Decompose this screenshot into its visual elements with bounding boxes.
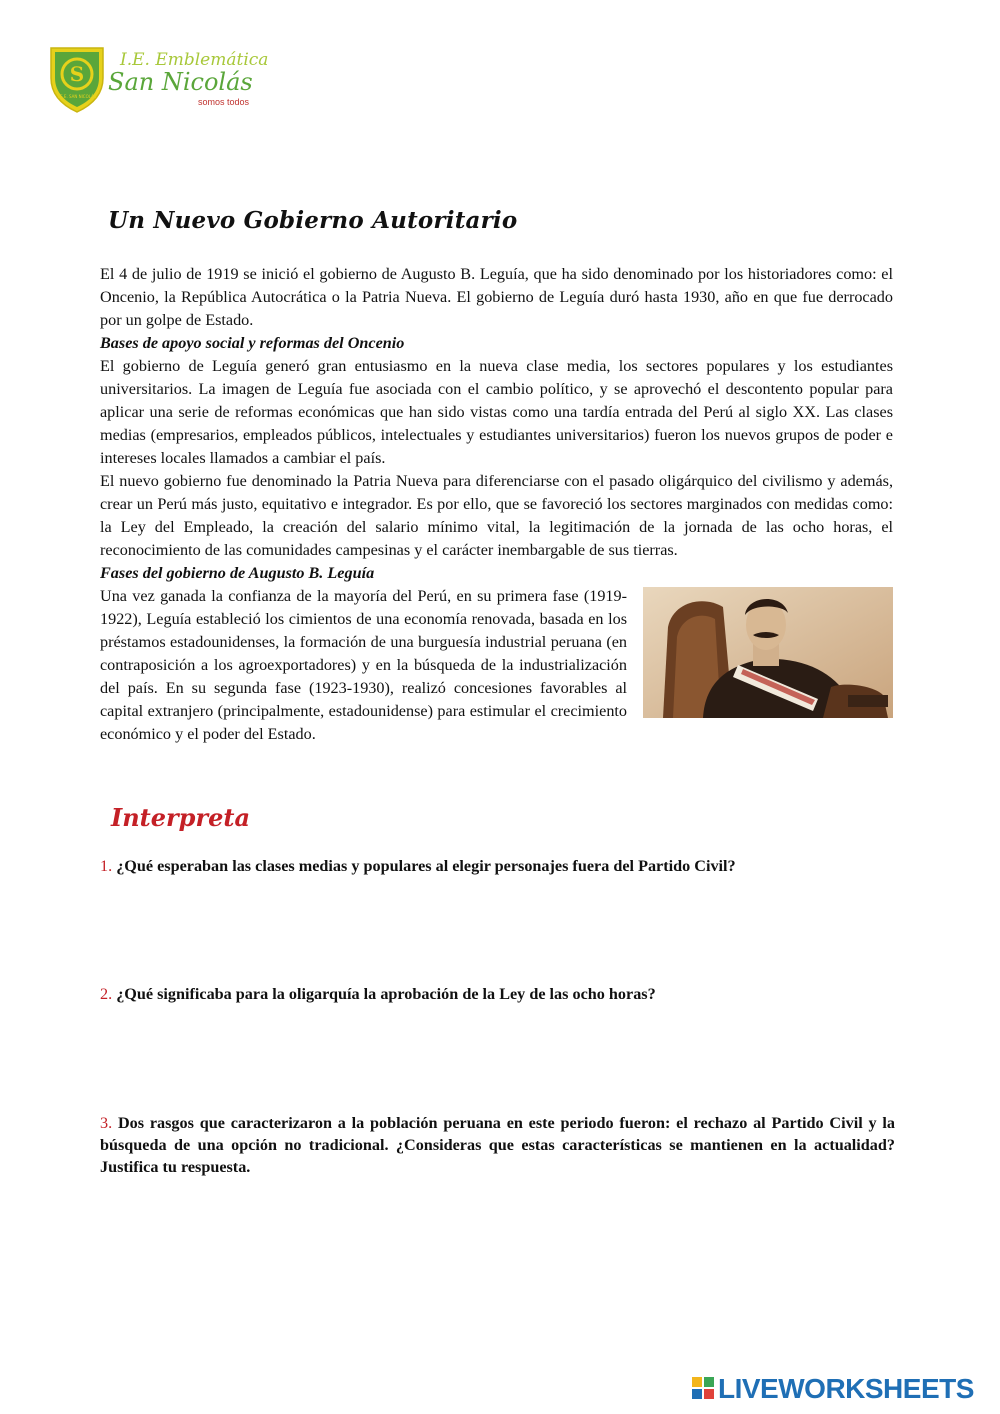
paragraph-fases: Una vez ganada la confianza de la mayoría del Perú, en su primera fase (1919-1922), Leguía estableció los cimientos de una economía renovada, basada en los préstamos estadounidenses, la formación de una burguesía industrial peruana (en contraposición a los agroexportadores) y en la búsqueda de la industrialización del país. En su segunda fase (1923-1930), realizó concesiones favorables al capital extranjero (principalmente, estadounidense) para estimular el crecimiento económico y el poder del Estado. <box>100 587 627 743</box>
interpreta-heading: Interpreta <box>111 803 251 832</box>
question-3 <box>100 1112 895 1178</box>
question-text: ¿Qué esperaban las clases medias y populares al elegir personajes fuera del Partido Civil? <box>116 857 736 875</box>
question-number: 2. <box>100 985 113 1003</box>
liveworksheets-brand: LIVEWORKSHEETS <box>718 1373 974 1404</box>
logo-tagline: somos todos <box>198 97 250 107</box>
paragraph-bases: El gobierno de Leguía generó gran entusiasmo en la nueva clase media, los sectores populares y los estudiantes universitarios. La imagen de Leguía fue asociada con el cambio político, y se aprovechó el descontento popular para aplicar una serie de reformas económicas que han sido vistas como una tardía entrada del Perú al siglo XX. Las clases medias (empresarios, empleados públicos, intelectuales y estudiantes universitarios) fueron los nuevos grupos de poder e intereses locales llamados a cambiar el país. <box>100 357 893 467</box>
school-crest-icon <box>48 42 106 114</box>
svg-text:S: S <box>69 62 85 86</box>
question-2 <box>100 983 895 1005</box>
paragraph-intro: El 4 de julio de 1919 se inició el gobierno de Augusto B. Leguía, que ha sido denominado por los historiadores como: el Oncenio, la República Autocrática o la Patria Nueva. El gobierno de Leguía duró hasta 1930, año en que fue derrocado por un golpe de Estado. <box>100 265 893 329</box>
question-text: Dos rasgos que caracterizaron a la población peruana en este periodo fueron: el rechazo al Partido Civil y la búsqueda de una opción no tradicional. ¿Consideras que estas características se mantienen en la actualidad? Justifica tu respuesta. <box>100 1114 895 1176</box>
logo-line-1: I.E. Emblemática <box>120 50 269 70</box>
school-logo <box>48 42 288 114</box>
subheading-fases: Fases del gobierno de Augusto B. Leguía <box>100 564 375 582</box>
logo-line-2: San Nicolás <box>108 68 253 96</box>
paragraph-patria-nueva: El nuevo gobierno fue denominado la Patria Nueva para diferenciarse con el pasado oligárquico del civilismo y además, crear un Perú más justo, equitativo e integrador. Es por ello, que se favoreció los sectores marginados con medidas como: la Ley del Empleado, la creación del salario mínimo vital, la legitimación de la jornada de las ocho horas, el reconocimiento de las comunidades campesinas y el carácter inembargable de sus tierras. <box>100 472 893 559</box>
leguia-portrait-image <box>643 587 893 718</box>
page-title: Un Nuevo Gobierno Autoritario <box>108 207 518 234</box>
question-1 <box>100 855 895 877</box>
question-number: 3. <box>100 1114 113 1132</box>
liveworksheets-icon <box>692 1377 714 1401</box>
subheading-bases: Bases de apoyo social y reformas del Oncenio <box>100 334 405 352</box>
crest-text: I.E.E. SAN NICOLÁS <box>57 94 97 99</box>
reading-body <box>100 263 893 746</box>
question-text: ¿Qué significaba para la oligarquía la aprobación de la Ley de las ocho horas? <box>116 985 656 1003</box>
question-number: 1. <box>100 857 113 875</box>
